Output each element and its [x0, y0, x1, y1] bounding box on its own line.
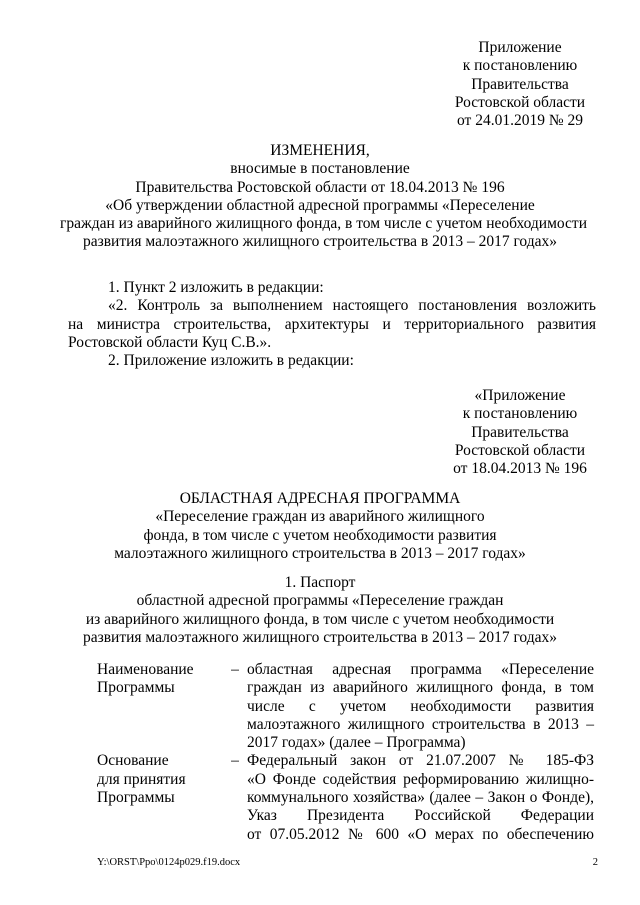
approval-line: «Приложение	[474, 387, 566, 404]
approval-block	[420, 39, 620, 130]
passport-title-line: областной адресной программы «Переселение граждан	[136, 592, 504, 610]
label-line: Наименование	[97, 661, 194, 678]
approval-line: Приложение	[478, 39, 562, 56]
program-title-line: фонда, в том числе с учетом необходимости развития	[143, 526, 497, 544]
amendment-item-1-text: на министра строительства, архитектуры и территориального развития	[68, 315, 596, 333]
label-line: для принятия	[97, 770, 186, 788]
passport-table	[97, 661, 597, 844]
passport-title-line: из аварийного жилищного фонда, в том числе с учетом необходимости	[85, 610, 555, 628]
changes-subtitle-line: Правительства Ростовской области от 18.04.2013 № 196	[135, 178, 505, 196]
label-line: Программы	[97, 789, 175, 807]
approval-line: Ростовской области	[454, 93, 586, 111]
changes-subtitle-line: развития малоэтажного жилищного строительства в 2013 – 2017 годах»	[82, 233, 557, 251]
value-line: 2017 годах» (далее – Программа)	[247, 734, 466, 752]
value-line: малоэтажного жилищного строительства в 2013 –	[247, 715, 594, 733]
label-line: Основание	[97, 752, 169, 770]
value-line: Федеральный закон от 21.07.2007 № 185-ФЗ	[247, 752, 594, 770]
passport-row-basis	[97, 752, 597, 843]
approval-line: от 24.01.2019 № 29	[457, 112, 583, 130]
passport-row-label	[97, 661, 217, 698]
footer-page-number: 2	[592, 857, 598, 868]
changes-title	[60, 142, 587, 252]
changes-subtitle-line: вносимые в постановление	[230, 160, 410, 178]
program-heading: ОБЛАСТНАЯ АДРЕСНАЯ ПРОГРАММА	[179, 490, 461, 507]
changes-heading: ИЗМЕНЕНИЯ,	[270, 142, 370, 159]
passport-heading: 1. Паспорт	[284, 574, 356, 591]
approval-line: Правительства	[471, 423, 569, 441]
passport-row-name	[97, 661, 597, 752]
passport-row-value	[247, 661, 594, 752]
label-line: Программы	[97, 679, 175, 697]
changes-subtitle-line: граждан из аварийного жилищного фонда, в том числе с учетом необходимости	[60, 215, 587, 233]
value-line: «О Фонде содействия реформированию жилищно-	[247, 770, 594, 788]
program-title-line: «Переселение граждан из аварийного жилищного	[155, 508, 485, 526]
value-line: граждан из аварийного жилищного фонда, в том	[247, 679, 594, 697]
amendment-item-1: 1. Пункт 2 изложить в редакции:	[108, 279, 324, 296]
program-title	[60, 490, 580, 563]
passport-title-line: развития малоэтажного жилищного строительства в 2013 – 2017 годах»	[82, 628, 557, 646]
approval-line: к постановлению	[462, 405, 578, 423]
value-line: от 07.05.2012 № 600 «О мерах по обеспечению	[247, 825, 594, 843]
passport-dash: –	[231, 752, 239, 770]
changes-subtitle-line: «Об утверждении областной адресной программы «Переселение	[105, 196, 535, 214]
appendix-approval-block	[420, 387, 620, 478]
value-line: областная адресная программа «Переселение	[247, 661, 594, 678]
passport-row-value	[247, 752, 594, 843]
footer-file-path: Y:\ORST\Ppo\0124p029.f19.docx	[97, 857, 241, 868]
program-title-line: малоэтажного жилищного строительства в 2013 – 2017 годах»	[114, 544, 526, 562]
value-line: коммунального хозяйства» (далее – Закон о Фонде),	[247, 789, 594, 807]
amendment-item-1-text: Ростовской области Куц С.В.».	[68, 333, 272, 351]
approval-line: от 18.04.2013 № 196	[453, 460, 587, 478]
value-line: числе с учетом необходимости развития	[247, 697, 594, 715]
approval-line: к постановлению	[462, 57, 578, 75]
passport-title	[60, 574, 580, 647]
amendment-item-2: 2. Приложение изложить в редакции:	[108, 352, 354, 370]
value-line: Указ Президента Российской Федерации	[247, 807, 594, 825]
approval-line: Ростовской области	[454, 441, 586, 459]
passport-dash: –	[231, 661, 239, 678]
approval-line: Правительства	[471, 75, 569, 93]
passport-row-label	[97, 752, 217, 807]
amendment-item-1-text: «2. Контроль за выполнением настоящего постановления возложить	[108, 297, 596, 315]
amendment-list	[68, 279, 596, 370]
